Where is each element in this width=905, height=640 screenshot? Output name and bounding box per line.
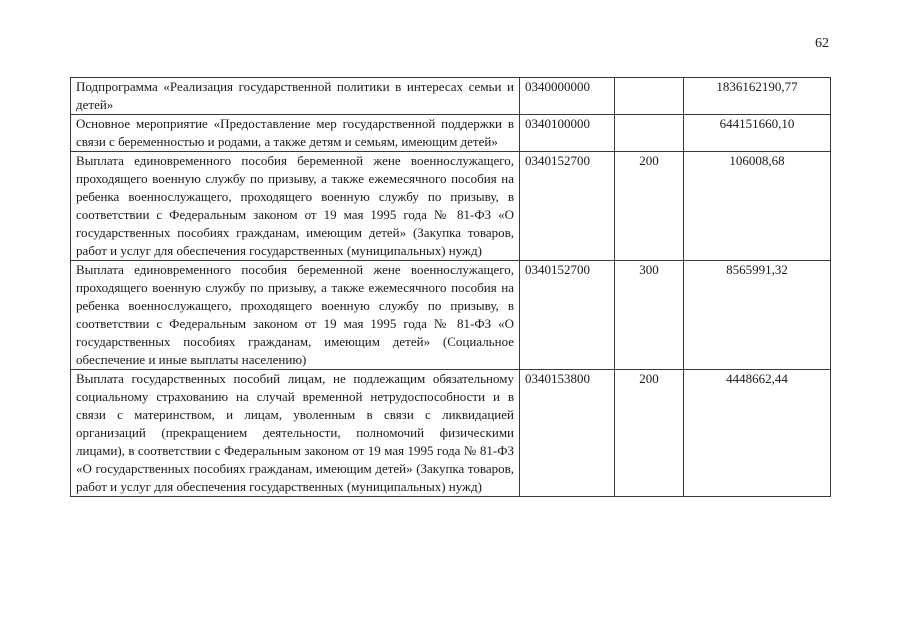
budget-table [70, 77, 831, 497]
row-name-cell: Выплата единовременного пособия беременной жене военнослужащего, проходящего военную службу по призыву, а также ежемесячного пособия на ребенка военнослужащего, проходящего военную службу по призыву, в соответствии с Федеральным законом от 19 мая 1995 года № 81-ФЗ «О государственных пособиях гражданам, имеющим детей» (Закупка товаров, работ и услуг для обеспечения государственных (муниципальных) нужд) [71, 152, 520, 261]
table-row [71, 152, 831, 261]
row-sum-cell: 106008,68 [684, 152, 831, 261]
row-name-cell: Основное мероприятие «Предоставление мер государственной поддержки в связи с беременностью и родами, а также детям и семьям, имеющим детей» [71, 115, 520, 152]
row-sum-cell: 8565991,32 [684, 261, 831, 370]
row-sum-cell: 4448662,44 [684, 370, 831, 497]
table-row [71, 370, 831, 497]
row-sum-cell: 1836162190,77 [684, 78, 831, 115]
row-code-cell: 0340000000 [520, 78, 615, 115]
row-code-cell: 0340152700 [520, 152, 615, 261]
row-expense-type-cell: 300 [615, 261, 684, 370]
row-code-cell: 0340100000 [520, 115, 615, 152]
row-sum-cell: 644151660,10 [684, 115, 831, 152]
row-code-cell: 0340152700 [520, 261, 615, 370]
row-expense-type-cell [615, 115, 684, 152]
row-expense-type-cell: 200 [615, 152, 684, 261]
row-name-cell: Подпрограмма «Реализация государственной политики в интересах семьи и детей» [71, 78, 520, 115]
row-expense-type-cell [615, 78, 684, 115]
table-row [71, 261, 831, 370]
row-code-cell: 0340153800 [520, 370, 615, 497]
row-expense-type-cell: 200 [615, 370, 684, 497]
page-number: 62 [815, 36, 829, 51]
row-name-cell: Выплата единовременного пособия беременной жене военнослужащего, проходящего военную службу по призыву, а также ежемесячного пособия на ребенка военнослужащего, проходящего военную службу по призыву, в соответствии с Федеральным законом от 19 мая 1995 года № 81-ФЗ «О государственных пособиях гражданам, имеющим детей» (Социальное обеспечение и иные выплаты населению) [71, 261, 520, 370]
table-row [71, 115, 831, 152]
row-name-cell: Выплата государственных пособий лицам, не подлежащим обязательному социальному страхованию на случай временной нетрудоспособности и в связи с материнством, и лицам, уволенным в связи с ликвидацией организаций (прекращением деятельности, полномочий физическими лицами), в соответствии с Федеральным законом от 19 мая 1995 года № 81-ФЗ «О государственных пособиях гражданам, имеющим детей» (Закупка товаров, работ и услуг для обеспечения государственных (муниципальных) нужд) [71, 370, 520, 497]
table-row [71, 78, 831, 115]
